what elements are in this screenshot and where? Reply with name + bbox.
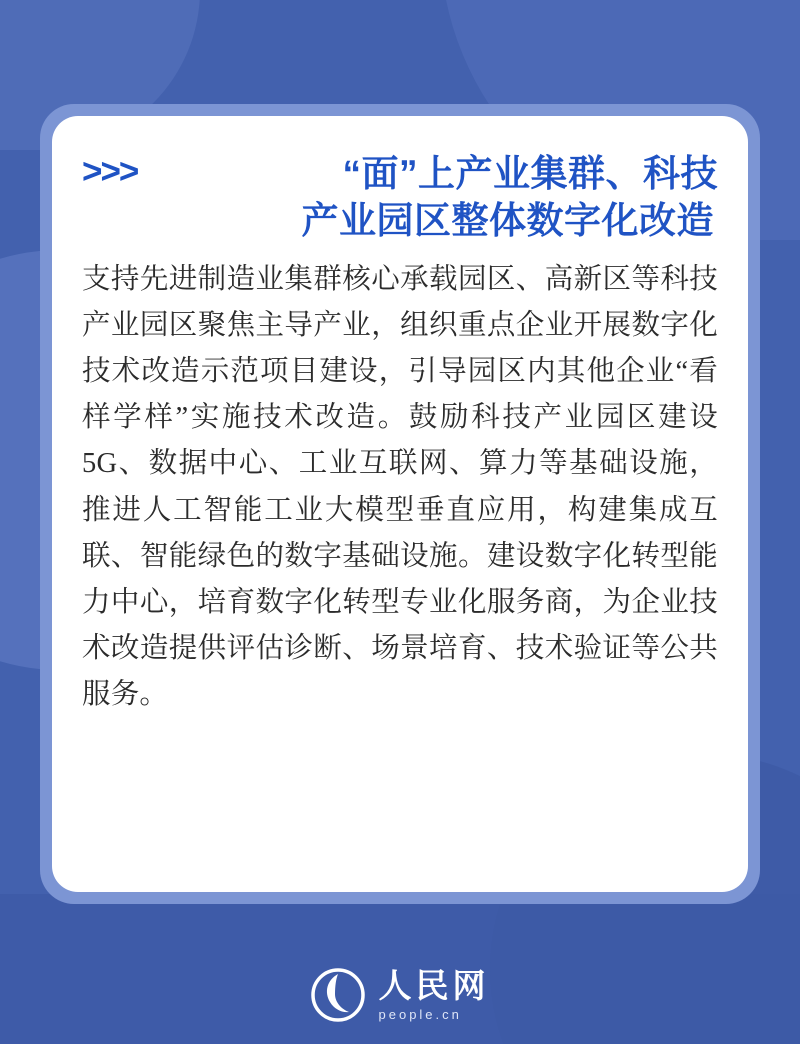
page-title	[82, 150, 718, 245]
content-card	[40, 104, 760, 904]
body-paragraph: 支持先进制造业集群核心承载园区、高新区等科技产业园区聚焦主导产业，组织重点企业开展数字化技术改造示范项目建设，引导园区内其他企业“看样学样”实施技术改造。鼓励科技产业园区建设5G、数据中心、工业互联网、算力等基础设施，推进人工智能工业大模型垂直应用，构建集成互联、智能绿色的数字基础设施。建设数字化转型能力中心，培育数字化转型专业化服务商，为企业技术改造提供评估诊断、场景培育、技术验证等公共服务。	[82, 263, 718, 711]
arrow-marker-icon: >>>	[82, 152, 138, 191]
logo-chinese-name: 人民网	[378, 967, 490, 1004]
logo-wordmark	[379, 969, 490, 1021]
page-title-line-2: 产业园区整体数字化改造	[301, 200, 714, 242]
footer-logo	[0, 968, 800, 1022]
page-title-line-1: “面”上产业集群、科技	[342, 153, 718, 194]
content-card-inner	[52, 116, 748, 892]
people-cn-logo-icon	[311, 968, 365, 1022]
logo-domain: people.cn	[378, 1007, 462, 1022]
